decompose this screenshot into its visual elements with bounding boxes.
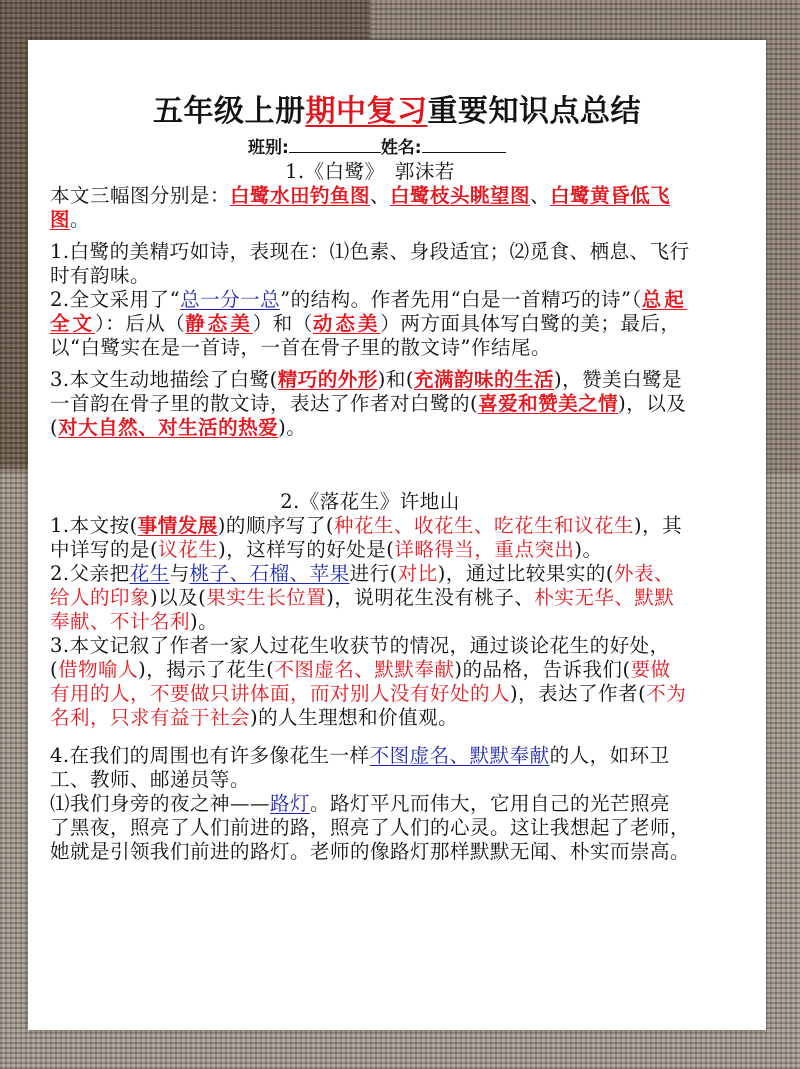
text: )以及( xyxy=(150,586,207,609)
answer-text: 不为名利，只求有益于社会 xyxy=(50,682,687,729)
class-label: 班别: xyxy=(248,138,289,158)
section-heading-luohuasheng: 2.《落花生》许地山 xyxy=(280,490,460,513)
text: )，表达了作者( xyxy=(510,682,647,705)
answer-highlight: 喜爱和赞美之情 xyxy=(478,392,619,415)
text: ”的结构。作者先用“白是一首精巧的诗”（ xyxy=(280,288,642,311)
key-term: 路灯 xyxy=(270,792,311,815)
answer-text: 种花生、收花生、吃花生和议花生 xyxy=(333,514,634,537)
answer-text: 朴实无华、默默奉献、不计名利 xyxy=(50,586,675,633)
answer-highlight: 总起全文 xyxy=(50,288,687,335)
key-term: 总一分一总 xyxy=(180,288,281,311)
text: )的品格，告诉我们( xyxy=(454,658,631,681)
section-heading-bailu: 1.《白鹭》 郭沫若 xyxy=(285,160,455,183)
name-label: 姓名: xyxy=(380,138,422,158)
answer-text: 要做有用的人，不要做只讲体面，而对别人没有好处的人 xyxy=(50,658,671,705)
paragraph-bailu-1: 1.白鹭的美精巧如诗，表现在：⑴色素、身段适宜；⑵觅食、栖息、飞行时有韵味。 xyxy=(50,240,690,287)
title-highlight: 期中复习 xyxy=(305,94,428,129)
text: 、 xyxy=(530,184,551,207)
document-body xyxy=(50,160,690,864)
answer-highlight: 事情发展 xyxy=(137,514,218,537)
answer-text: 详略得当，重点突出 xyxy=(394,538,575,561)
answer-text: 果实生长位置 xyxy=(206,586,327,609)
text: )。 xyxy=(278,416,307,439)
text: 本文三幅图分别是： xyxy=(50,184,231,207)
text: )，说明花生没有桃子、 xyxy=(326,586,535,609)
text: )。 xyxy=(574,538,603,561)
text: )的顺序写了( xyxy=(217,514,334,537)
answer-highlight: 对大自然、对生活的热爱 xyxy=(58,416,279,439)
text: 的人，如环卫工、教师、邮递员等。 xyxy=(50,744,670,791)
key-term: 不图虚名、默默奉献 xyxy=(369,744,550,767)
answer-highlight: 白鹭水田钓鱼图 xyxy=(230,184,371,207)
text: 与 xyxy=(169,562,190,585)
text: )，通过比较果实的( xyxy=(437,562,614,585)
text: 1.本文按( xyxy=(50,514,138,537)
paragraph-bailu-2 xyxy=(50,288,690,360)
paragraph-luohuasheng-2 xyxy=(50,562,690,634)
text: )，以及( xyxy=(50,392,687,439)
text: 4.在我们的周围也有许多像花生一样 xyxy=(50,744,370,767)
text: )，揭示了花生( xyxy=(138,658,275,681)
text: 。路灯平凡而伟大，它用自己的光芒照亮了黑夜，照亮了人们前进的路，照亮了人们的心灵。这让我想起了老师，她就是引领我们前进的路灯。老师的像路灯那样默默无闻、朴实而崇高。 xyxy=(50,792,691,863)
paragraph-luohuasheng-5 xyxy=(50,792,690,864)
paragraph-bailu-intro xyxy=(50,184,690,232)
text: )，其中详写的是( xyxy=(50,514,683,561)
answer-highlight: 动态美 xyxy=(312,312,381,335)
paragraph-luohuasheng-3 xyxy=(50,634,690,730)
answer-highlight: 精巧的外形 xyxy=(277,368,378,391)
document-title xyxy=(28,86,766,130)
class-blank-field[interactable] xyxy=(289,138,381,153)
key-term: 花生 xyxy=(129,562,170,585)
text: )，赞美白鹭是一首韵在骨子里的散文诗，表达了作者对白鹭的( xyxy=(50,368,683,415)
answer-highlight: 白鹭黄昏低飞图 xyxy=(50,184,671,231)
text: )和( xyxy=(377,368,414,391)
answer-highlight: 充满韵味的生活 xyxy=(413,368,554,391)
paragraph-bailu-3 xyxy=(50,368,690,440)
text: 2.全文采用了“ xyxy=(50,288,181,311)
text: 3.本文记叙了作者一家人过花生收获节的情况，通过谈论花生的好处，( xyxy=(50,634,670,681)
text: 进行( xyxy=(349,562,398,585)
key-term: 桃子、石榴、苹果 xyxy=(189,562,350,585)
answer-text: 借物喻人 xyxy=(58,658,139,681)
text: 。 xyxy=(70,208,91,231)
title-post: 重要知识点总结 xyxy=(427,94,641,129)
text: 2.父亲把 xyxy=(50,562,130,585)
answer-text: 议花生 xyxy=(158,538,219,561)
text: )。 xyxy=(190,610,219,633)
student-info-form xyxy=(248,133,506,158)
answer-text: 外表、给人的印象 xyxy=(50,562,675,609)
paragraph-luohuasheng-1 xyxy=(50,514,690,562)
text: ）：后从（ xyxy=(95,312,186,335)
text: ）两方面具体写白鹭的美；最后，以“白鹭实在是一首诗，一首在骨子里的散文诗”作结尾。 xyxy=(50,312,681,359)
text: ⑴我们身旁的夜之神—— xyxy=(50,792,271,815)
text: 3.本文生动地描绘了白鹭( xyxy=(50,368,278,391)
answer-text: 对比 xyxy=(397,562,438,585)
text: )的人生理想和价值观。 xyxy=(250,706,459,729)
answer-highlight: 白鹭枝头眺望图 xyxy=(390,184,531,207)
paragraph-luohuasheng-4 xyxy=(50,744,690,792)
answer-highlight: 静态美 xyxy=(185,312,253,335)
title-pre: 五年级上册 xyxy=(153,94,306,129)
text: ）和（ xyxy=(252,312,313,335)
text: 、 xyxy=(370,184,391,207)
name-blank-field[interactable] xyxy=(422,138,506,153)
text: )，这样写的好处是( xyxy=(218,538,395,561)
answer-text: 不图虚名、默默奉献 xyxy=(274,658,455,681)
